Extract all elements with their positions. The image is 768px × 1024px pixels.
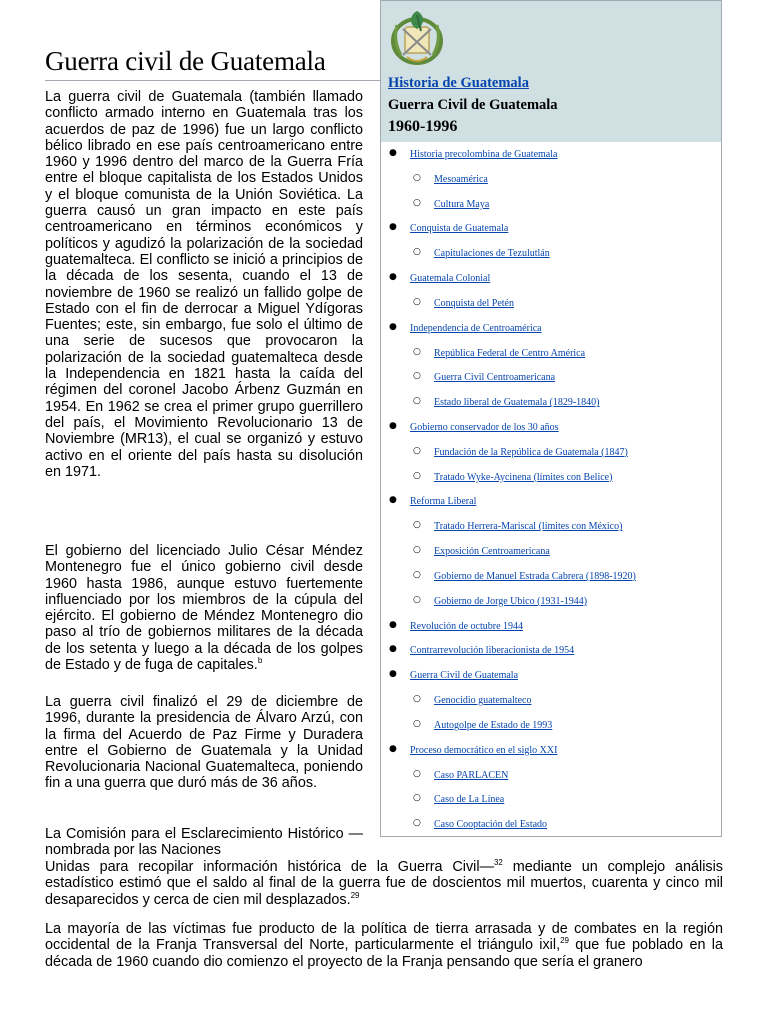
bullet-hollow-icon: ○: [413, 520, 421, 531]
bullet-filled-icon: ●: [389, 222, 397, 233]
bullet-hollow-icon: ○: [413, 445, 421, 456]
footnote-ref-32[interactable]: 32: [493, 858, 503, 868]
bullet-hollow-icon: ○: [413, 545, 421, 556]
infobox-subsection-link[interactable]: Mesoamérica: [434, 173, 488, 185]
infobox-section-link[interactable]: Proceso democrático en el siglo XXI: [410, 744, 558, 756]
bullet-filled-icon: ●: [389, 619, 397, 630]
bullet-hollow-icon: ○: [413, 371, 421, 382]
infobox-subsection-link[interactable]: Caso Cooptación del Estado: [434, 819, 548, 831]
infobox-section-link[interactable]: Gobierno conservador de los 30 años: [410, 422, 559, 434]
infobox-subsection-link[interactable]: Estado liberal de Guatemala (1829-1840): [434, 397, 600, 409]
infobox-years: 1960-1996: [388, 118, 458, 135]
coat-of-arms-icon: [387, 5, 447, 69]
bullet-filled-icon: ●: [389, 421, 397, 432]
footnote-ref-29b[interactable]: 29: [560, 936, 569, 946]
infobox-subsection-link[interactable]: Guerra Civil Centroamericana: [434, 372, 556, 384]
infobox-subsection-link[interactable]: Fundación de la República de Guatemala (1847): [434, 446, 628, 458]
paragraph-victims: [45, 921, 723, 970]
victims-text-a: La mayoría de las víctimas fue producto de la política de tierra arrasada y de combates en la región occidental de la Franja Transversal del Norte, particularmente el triángulo ixil,: [45, 921, 723, 954]
bullet-filled-icon: ●: [389, 669, 397, 680]
infobox-section-link[interactable]: Reforma Liberal: [410, 496, 477, 508]
bullet-filled-icon: ●: [389, 321, 397, 332]
infobox-series-link[interactable]: Historia de Guatemala: [388, 75, 529, 91]
infobox-subsection-link[interactable]: Caso PARLACEN: [434, 769, 509, 781]
infobox-subsection-link[interactable]: Conquista del Petén: [434, 297, 514, 309]
bullet-hollow-icon: ○: [413, 296, 421, 307]
bullet-hollow-icon: ○: [413, 569, 421, 580]
bullet-hollow-icon: ○: [413, 396, 421, 407]
infobox-subsection-link[interactable]: Genocidio guatemalteco: [434, 695, 532, 707]
infobox-subsection-link[interactable]: Exposición Centroamericana: [434, 546, 550, 558]
bullet-hollow-icon: ○: [413, 793, 421, 804]
bullet-filled-icon: ●: [389, 272, 397, 283]
bullet-hollow-icon: ○: [413, 470, 421, 481]
infobox-subsection-link[interactable]: Capitulaciones de Tezulutlán: [434, 248, 550, 260]
infobox-subsection-link[interactable]: Gobierno de Manuel Estrada Cabrera (1898-1920): [434, 570, 636, 582]
victims-text-b: que fue poblado en la década de 1960 cuando dio comienzo el proyecto de la Franja pensando que sería el granero: [45, 937, 723, 970]
infobox-section-link[interactable]: Guatemala Colonial: [410, 273, 491, 285]
paragraph-commission-rest: [45, 859, 723, 908]
infobox-section-link[interactable]: Contrarrevolución liberacionista de 1954: [410, 645, 575, 657]
commission-text-b: mediante un complejo análisis estadístico estimó que el saldo al final de la guerra fue de doscientos mil muertos, cuarenta y cinco mil desaparecidos y cerca de cien mil desplazados.: [45, 859, 723, 908]
bullet-hollow-icon: ○: [413, 594, 421, 605]
infobox-subsection-link[interactable]: Caso de La Línea: [434, 794, 505, 806]
paragraph-government-text: El gobierno del licenciado Julio César Méndez Montenegro fue el único gobierno civil desde 1960 hasta 1986, aunque estuvo fuertemente influenciado por los miembros de la cúpula del ejército. El gobierno de Méndez Montenegro dio paso al trío de gobiernos militares de la década de los setenta y luego a la década de los golpes de Estado y de fuga de capitales.: [45, 543, 363, 674]
infobox-subtitle: Guerra Civil de Guatemala: [388, 97, 558, 113]
footnote-ref-29[interactable]: 29: [350, 890, 360, 900]
bullet-filled-icon: ●: [389, 148, 397, 158]
infobox-section-link[interactable]: Conquista de Guatemala: [410, 223, 509, 235]
infobox-subsection-link[interactable]: Tratado Herrera-Mariscal (límites con México): [434, 521, 623, 533]
bullet-hollow-icon: ○: [413, 768, 421, 779]
bullet-filled-icon: ●: [389, 644, 397, 655]
bullet-hollow-icon: ○: [413, 172, 421, 183]
infobox-subsection-link[interactable]: Cultura Maya: [434, 198, 490, 210]
paragraph-government: [45, 543, 363, 673]
paragraph-peace: La guerra civil finalizó el 29 de diciembre de 1996, durante la presidencia de Álvaro Arzú, con la firma del Acuerdo de Paz Firme y Duradera entre el Gobierno de Guatemala y la Unidad Revolucionaria Nacional Guatemalteca, poniendo fin a una guerra que duró más de 36 años.: [45, 694, 363, 792]
bullet-hollow-icon: ○: [413, 197, 421, 208]
infobox: [380, 0, 722, 837]
bullet-hollow-icon: ○: [413, 694, 421, 705]
infobox-section-link[interactable]: Guerra Civil de Guatemala: [410, 670, 519, 682]
paragraph-commission-start: La Comisión para el Esclarecimiento Histórico —nombrada por las Naciones: [45, 826, 363, 859]
infobox-section-link[interactable]: Historia precolombina de Guatemala: [410, 149, 558, 160]
bullet-filled-icon: ●: [389, 743, 397, 754]
infobox-subsection-link[interactable]: Autogolpe de Estado de 1993: [434, 719, 553, 731]
infobox-header: [381, 1, 721, 142]
footnote-ref-b[interactable]: b: [257, 656, 263, 666]
bullet-hollow-icon: ○: [413, 718, 421, 729]
infobox-subsection-link[interactable]: República Federal de Centro América: [434, 347, 586, 359]
infobox-section-link[interactable]: Independencia de Centroamérica: [410, 322, 542, 334]
paragraph-intro: La guerra civil de Guatemala (también llamado conflicto armado interno en Guatemala tras los acuerdos de paz de 1996) fue un largo conflicto bélico librado en ese país centroamericano entre 1960 y 1996 dentro del marco de la Guerra Fría entre el bloque capitalista de los Estados Unidos y el bloque comunista de la Unión Soviética. La guerra causó un gran impacto en este país centroamericano en términos económicos y políticos y agudizó la polarización de la sociedad guatemalteca. El conflicto se inició a principios de la década de los sesenta, cuando el 13 de noviembre de 1960 se realizó un fallido golpe de Estado con el fin de derrocar a Miguel Ydígoras Fuentes; este, sin embargo, fue solo el último de una serie de sucesos que provocaron la polarización de la sociedad guatemalteca desde la Independencia en 1821 hasta la caída del régimen del coronel Jacobo Árbenz Guzmán en 1954. En 1962 se crea el primer grupo guerrillero del país, el Movimiento Revolucionario 13 de Noviembre (MR13), el cual se organizó y estuvo activo en el oriente del país hasta su disolución en 1971.: [45, 89, 363, 480]
commission-text-a: Unidas para recopilar información histórica de la Guerra Civil—: [45, 859, 494, 875]
bullet-hollow-icon: ○: [413, 818, 421, 829]
bullet-filled-icon: ●: [389, 495, 397, 506]
infobox-subsection-link[interactable]: Tratado Wyke-Aycinena (límites con Belice): [434, 471, 613, 483]
bullet-hollow-icon: ○: [413, 346, 421, 357]
infobox-subsection-link[interactable]: Gobierno de Jorge Ubico (1931-1944): [434, 595, 588, 607]
bullet-hollow-icon: ○: [413, 247, 421, 258]
page-title: Guerra civil de Guatemala: [45, 46, 326, 76]
infobox-section-link[interactable]: Revolución de octubre 1944: [410, 620, 524, 632]
